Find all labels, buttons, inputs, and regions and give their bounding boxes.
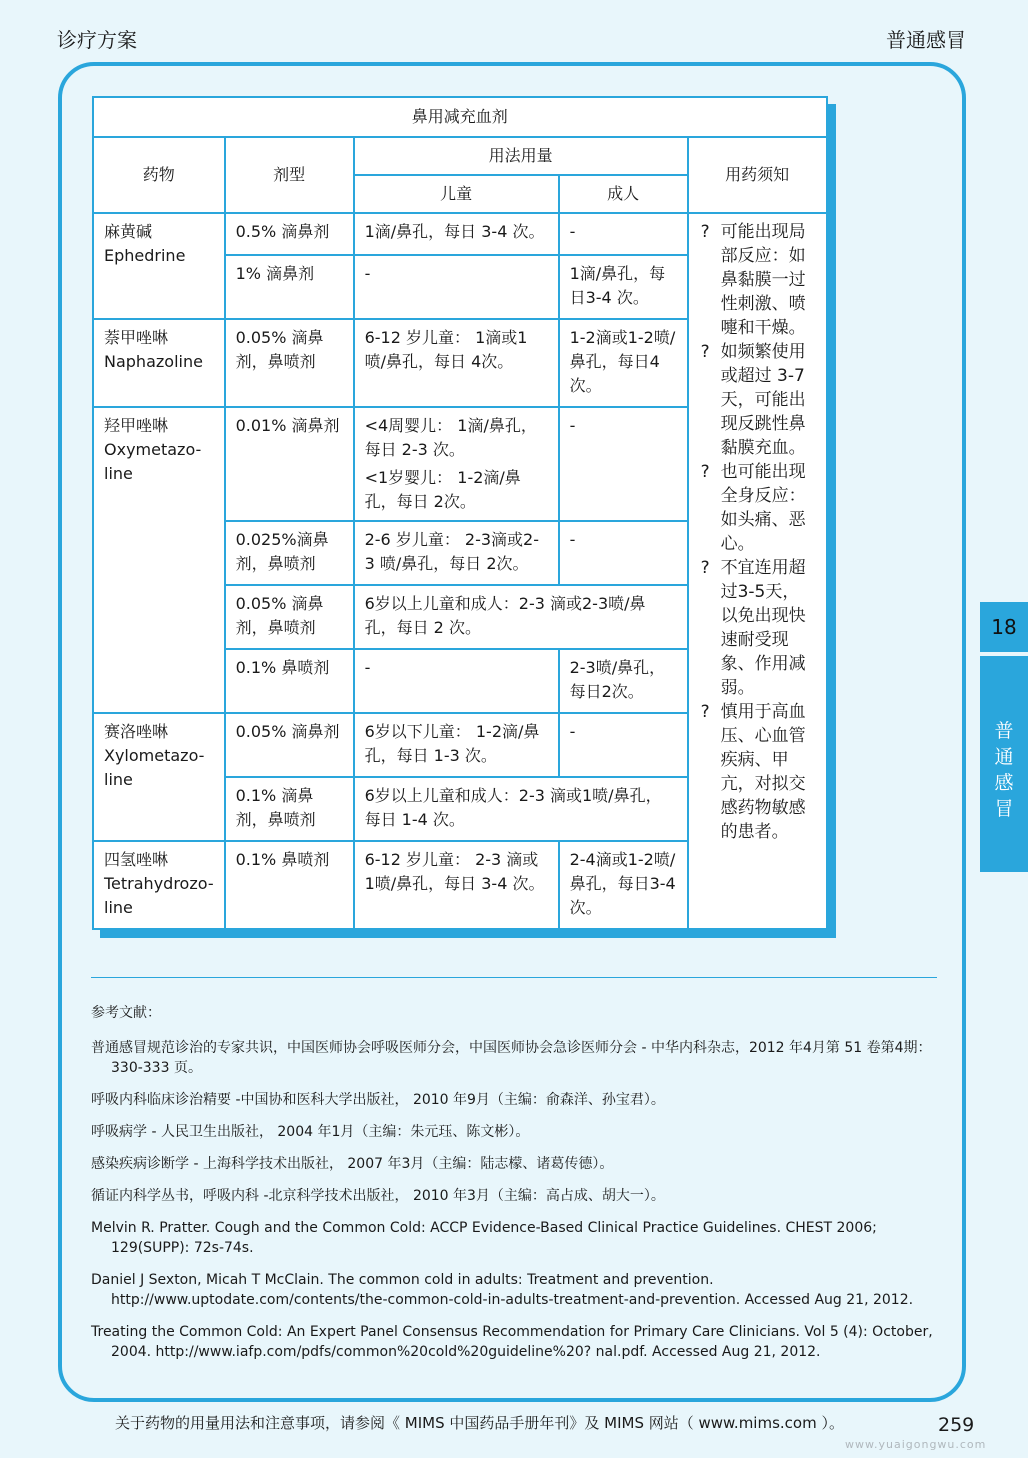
note-marker: ? bbox=[700, 462, 710, 482]
adult-dose-cell: 1-2滴或1-2喷/鼻孔，每日4次。 bbox=[559, 319, 688, 407]
child-dose-cell: - bbox=[354, 649, 559, 713]
drug-name-en: Xylometazo-line bbox=[104, 746, 205, 789]
chapter-tab-char: 冒 bbox=[994, 798, 1014, 820]
chapter-tab-char: 普 bbox=[994, 720, 1014, 742]
note-item: ? 如频繁使用或超过 3-7 天，可能出现反跳性鼻黏膜充血。 bbox=[700, 342, 806, 458]
decongestant-table-wrapper bbox=[92, 96, 828, 930]
notes-cell bbox=[688, 213, 827, 929]
chapter-tab-char: 感 bbox=[994, 772, 1014, 794]
drug-cell bbox=[93, 213, 225, 319]
adult-dose-cell: 2-3喷/鼻孔，每日2次。 bbox=[559, 649, 688, 713]
drug-name-cn: 萘甲唑啉 bbox=[104, 328, 169, 347]
chapter-tab-char: 通 bbox=[994, 746, 1014, 768]
merged-dose-cell: 6岁以上儿童和成人：2-3 滴或2-3喷/鼻孔，每日 2 次。 bbox=[354, 585, 688, 649]
drug-name-cn: 赛洛唑啉 bbox=[104, 722, 169, 741]
header-chapter-title: 普通感冒 bbox=[886, 28, 966, 52]
child-dose-cell bbox=[354, 407, 559, 521]
header-adult: 成人 bbox=[559, 175, 688, 213]
form-cell: 0.05% 滴鼻剂，鼻喷剂 bbox=[225, 585, 354, 649]
drug-cell bbox=[93, 841, 225, 929]
child-dose-cell: 2-6 岁儿童： 2-3滴或2-3 喷/鼻孔，每日 2次。 bbox=[354, 521, 559, 585]
reference-item: 普通感冒规范诊治的专家共识，中国医师协会呼吸医师分会，中国医师协会急诊医师分会 - 中华内科杂志，2012 年4月第 51 卷第4期：330-333 页。 bbox=[91, 1040, 932, 1076]
form-cell: 0.025%滴鼻剂，鼻喷剂 bbox=[225, 521, 354, 585]
reference-item: Melvin R. Pratter. Cough and the Common Cold: ACCP Evidence-Based Clinical Practice Guidelines. CHEST 2006; 129(SUPP): 72s-74s. bbox=[91, 1220, 877, 1256]
reference-item: 循证内科学丛书，呼吸内科 -北京科学技术出版社， 2010 年3月（主编：高占成、胡大一）。 bbox=[91, 1188, 665, 1204]
drug-name-cn: 羟甲唑啉 bbox=[104, 416, 169, 435]
chapter-number-tab: 18 bbox=[980, 602, 1028, 652]
form-cell: 0.05% 滴鼻剂 bbox=[225, 713, 354, 777]
table-title: 鼻用减充血剂 bbox=[93, 97, 827, 137]
adult-dose-cell: - bbox=[559, 713, 688, 777]
table-row bbox=[93, 213, 827, 255]
chapter-name-tab bbox=[980, 656, 1028, 872]
drug-name-en: Tetrahydrozo-line bbox=[104, 874, 214, 917]
reference-item: Treating the Common Cold: An Expert Panel Consensus Recommendation for Primary Care Clinicians. Vol 5 (4): October, 2004. http://www.iafp.com/pdfs/common%20cold%20guideline%20? nal.pdf. Accessed Aug 21, 2012. bbox=[91, 1324, 933, 1360]
references-title: 参考文献： bbox=[91, 1005, 161, 1021]
form-cell: 0.1% 滴鼻剂，鼻喷剂 bbox=[225, 777, 354, 841]
header-section-title: 诊疗方案 bbox=[57, 28, 137, 52]
reference-item: 呼吸内科临床诊治精要 -中国协和医科大学出版社， 2010 年9月（主编：俞森洋、孙宝君）。 bbox=[91, 1092, 665, 1108]
drug-name-en: Ephedrine bbox=[104, 246, 186, 265]
child-dose-cell: 6-12 岁儿童： 1滴或1喷/鼻孔，每日 4次。 bbox=[354, 319, 559, 407]
adult-dose-cell: - bbox=[559, 213, 688, 255]
drug-name-cn: 四氢唑啉 bbox=[104, 850, 169, 869]
child-dose-cell: 6岁以下儿童： 1-2滴/鼻孔，每日 1-3 次。 bbox=[354, 713, 559, 777]
note-item: ? 可能出现局部反应：如鼻黏膜一过性刺激、喷嚏和干燥。 bbox=[700, 222, 806, 338]
note-item: ? 不宜连用超过3-5天，以免出现快速耐受现象、作用减弱。 bbox=[700, 558, 806, 698]
drug-cell bbox=[93, 319, 225, 407]
form-cell: 0.01% 滴鼻剂 bbox=[225, 407, 354, 521]
drug-name-cn: 麻黄碱 bbox=[104, 222, 153, 241]
header-usage: 用法用量 bbox=[354, 137, 688, 175]
header-notes: 用药须知 bbox=[688, 137, 827, 213]
reference-item: 呼吸病学 - 人民卫生出版社， 2004 年1月（主编：朱元珏、陈文彬）。 bbox=[91, 1124, 530, 1140]
note-marker: ? bbox=[700, 558, 710, 578]
child-dose-cell: 1滴/鼻孔，每日 3-4 次。 bbox=[354, 213, 559, 255]
note-marker: ? bbox=[700, 702, 710, 722]
footer-note: 关于药物的用量用法和注意事项，请参阅《 MIMS 中国药品手册年刊》及 MIMS 网站（ www.mims.com ）。 bbox=[115, 1414, 844, 1432]
adult-dose-cell: 2-4滴或1-2喷/鼻孔，每日3-4 次。 bbox=[559, 841, 688, 929]
form-cell: 0.05% 滴鼻剂，鼻喷剂 bbox=[225, 319, 354, 407]
notes-list bbox=[699, 220, 816, 844]
child-dose-cell: - bbox=[354, 255, 559, 319]
merged-dose-cell: 6岁以上儿童和成人：2-3 滴或1喷/鼻孔，每日 1-4 次。 bbox=[354, 777, 688, 841]
drug-cell bbox=[93, 407, 225, 713]
header-child: 儿童 bbox=[354, 175, 559, 213]
drug-name-en: Oxymetazo-line bbox=[104, 440, 202, 483]
references-section bbox=[91, 977, 937, 1374]
drug-name-en: Naphazoline bbox=[104, 352, 203, 371]
header-form: 剂型 bbox=[225, 137, 354, 213]
child-dose-line: <1岁婴儿： 1-2滴/鼻孔，每日 2次。 bbox=[364, 468, 521, 511]
adult-dose-cell: - bbox=[559, 407, 688, 521]
note-item: ? 慎用于高血压、心血管疾病、甲亢，对拟交感药物敏感的患者。 bbox=[700, 702, 806, 842]
note-marker: ? bbox=[700, 222, 710, 242]
child-dose-line: <4周婴儿： 1滴/鼻孔，每日 2-3 次。 bbox=[364, 416, 537, 459]
header-drug: 药物 bbox=[93, 137, 225, 213]
form-cell: 0.1% 鼻喷剂 bbox=[225, 649, 354, 713]
drug-cell bbox=[93, 713, 225, 841]
adult-dose-cell: - bbox=[559, 521, 688, 585]
decongestant-table bbox=[92, 96, 828, 930]
adult-dose-cell: 1滴/鼻孔，每日3-4 次。 bbox=[559, 255, 688, 319]
page-number: 259 bbox=[938, 1414, 975, 1436]
form-cell: 0.5% 滴鼻剂 bbox=[225, 213, 354, 255]
child-dose-cell: 6-12 岁儿童： 2-3 滴或1喷/鼻孔，每日 3-4 次。 bbox=[354, 841, 559, 929]
form-cell: 0.1% 鼻喷剂 bbox=[225, 841, 354, 929]
form-cell: 1% 滴鼻剂 bbox=[225, 255, 354, 319]
note-item: ? 也可能出现全身反应：如头痛、恶心。 bbox=[700, 462, 806, 554]
reference-item: Daniel J Sexton, Micah T McClain. The common cold in adults: Treatment and prevention. http://www.uptodate.com/contents/the-common-cold-in-adults-treatment-and-prevention. Accessed Aug 21, 2012. bbox=[91, 1272, 914, 1308]
reference-item: 感染疾病诊断学 - 上海科学技术出版社， 2007 年3月（主编：陆志檬、诸葛传德）。 bbox=[91, 1156, 614, 1172]
note-marker: ? bbox=[700, 342, 710, 362]
watermark: www.yuaigongwu.com bbox=[845, 1438, 987, 1451]
